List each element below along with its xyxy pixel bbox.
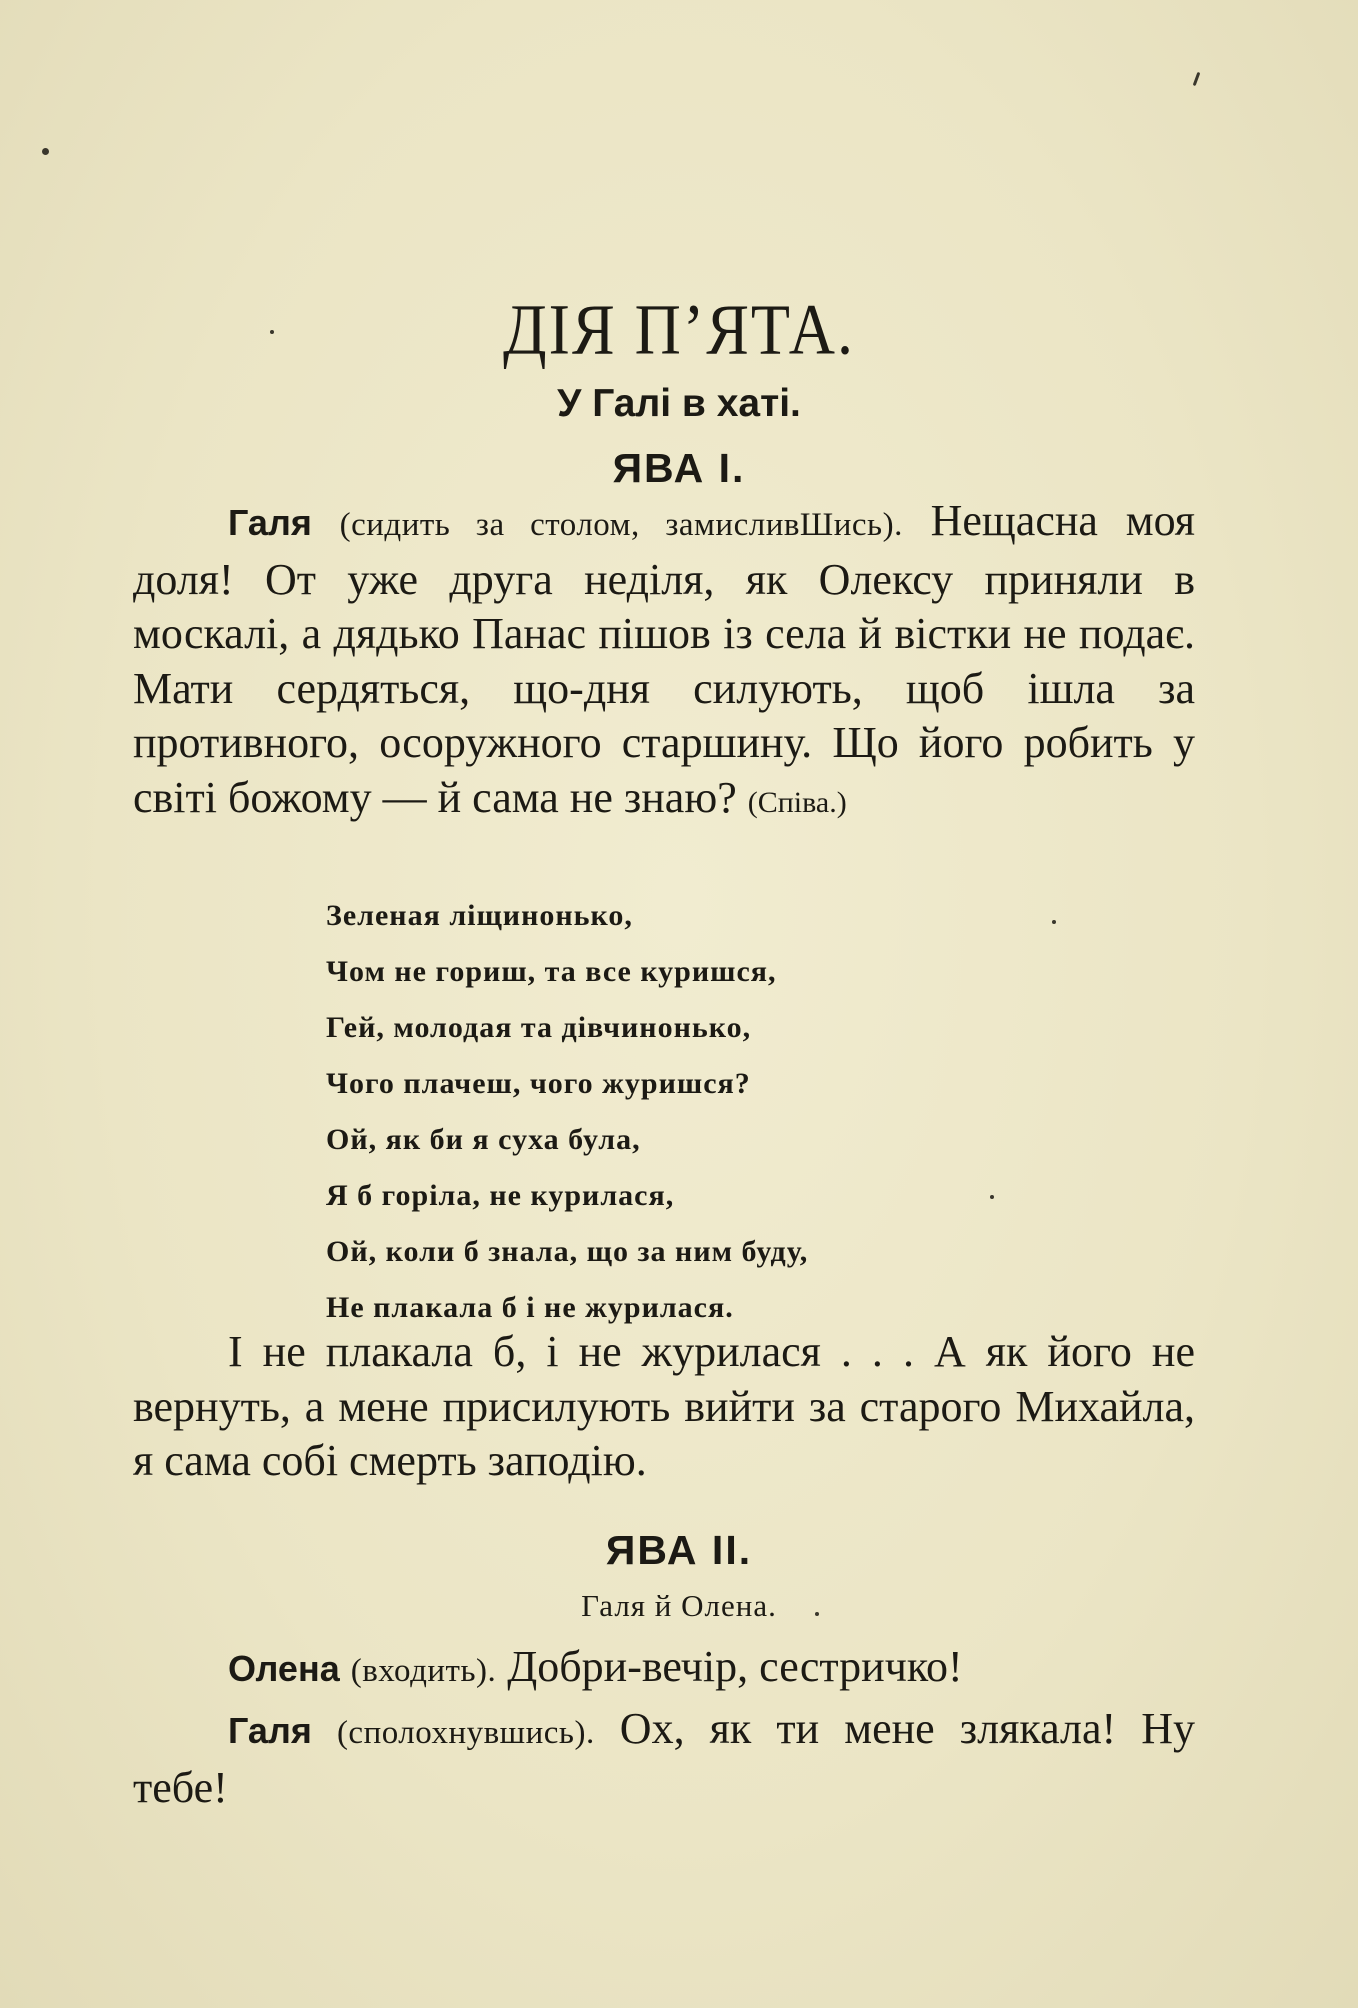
song-line: Я б горіла, не курилася, — [326, 1179, 675, 1212]
scene-place: У Галі в хаті. — [557, 382, 801, 425]
speech-text: Ох, як ти мене злякала! Ну тебе! — [133, 1704, 1195, 1812]
dialogue-line — [133, 1640, 1195, 1699]
print-speck — [1052, 920, 1056, 924]
speech-text: Нещасна моя доля! От уже друга неділя, як Олексу приняли в москалі, а дядько Панас пішов із села й вістки не подає. Мати сердяться, що-дня силують, щоб ішла за противного, осоружного старшину. Що його робить у світі божому — й сама не знаю? — [133, 496, 1195, 822]
speech-text: Добри-вечір, сестричко! — [507, 1642, 963, 1691]
speaker-name: Галя — [228, 1710, 312, 1751]
song-line: Ой, коли б знала, що за ним буду, — [326, 1235, 809, 1268]
print-speck — [1193, 72, 1201, 86]
speaker-name: Галя — [228, 502, 312, 543]
scene-1-monologue — [133, 494, 1195, 830]
print-speck — [42, 148, 49, 155]
speaker-name: Олена — [228, 1648, 340, 1689]
scene-1-after-song: І не плакала б, і не журилася . . . А як його не вернуть, а мене присилують вийти за старого Михайла, я сама собі смерть заподію. — [133, 1327, 1195, 1485]
print-speck — [990, 1195, 994, 1199]
scene-2-heading: ЯВА ІІ. — [605, 1527, 753, 1573]
stage-direction: (сполохнувшись). — [336, 1715, 595, 1751]
song-line: Чого плачеш, чого журишся? — [326, 1067, 751, 1100]
song-line: Гей, молодая та дівчинонько, — [326, 1011, 752, 1044]
stage-direction: (входить). — [350, 1653, 497, 1689]
song-line: Не плакала б і не журилася. — [326, 1291, 734, 1324]
stage-direction: (Співа.) — [747, 785, 847, 819]
song-verse — [326, 888, 808, 1336]
act-title: ДІЯ П’ЯТА. — [503, 289, 855, 370]
song-line: Зеленая ліщинонько, — [326, 899, 633, 932]
scene-1-heading: ЯВА І. — [612, 445, 746, 491]
scene-2-characters: Галя й Олена. — [581, 1588, 777, 1623]
dialogue-line — [133, 1702, 1195, 1815]
song-line: Ой, як би я суха була, — [326, 1123, 641, 1156]
song-line: Чом не гориш, та все куришся, — [326, 955, 777, 988]
stage-direction: (сидить за столом, замисливШись). — [339, 507, 903, 543]
